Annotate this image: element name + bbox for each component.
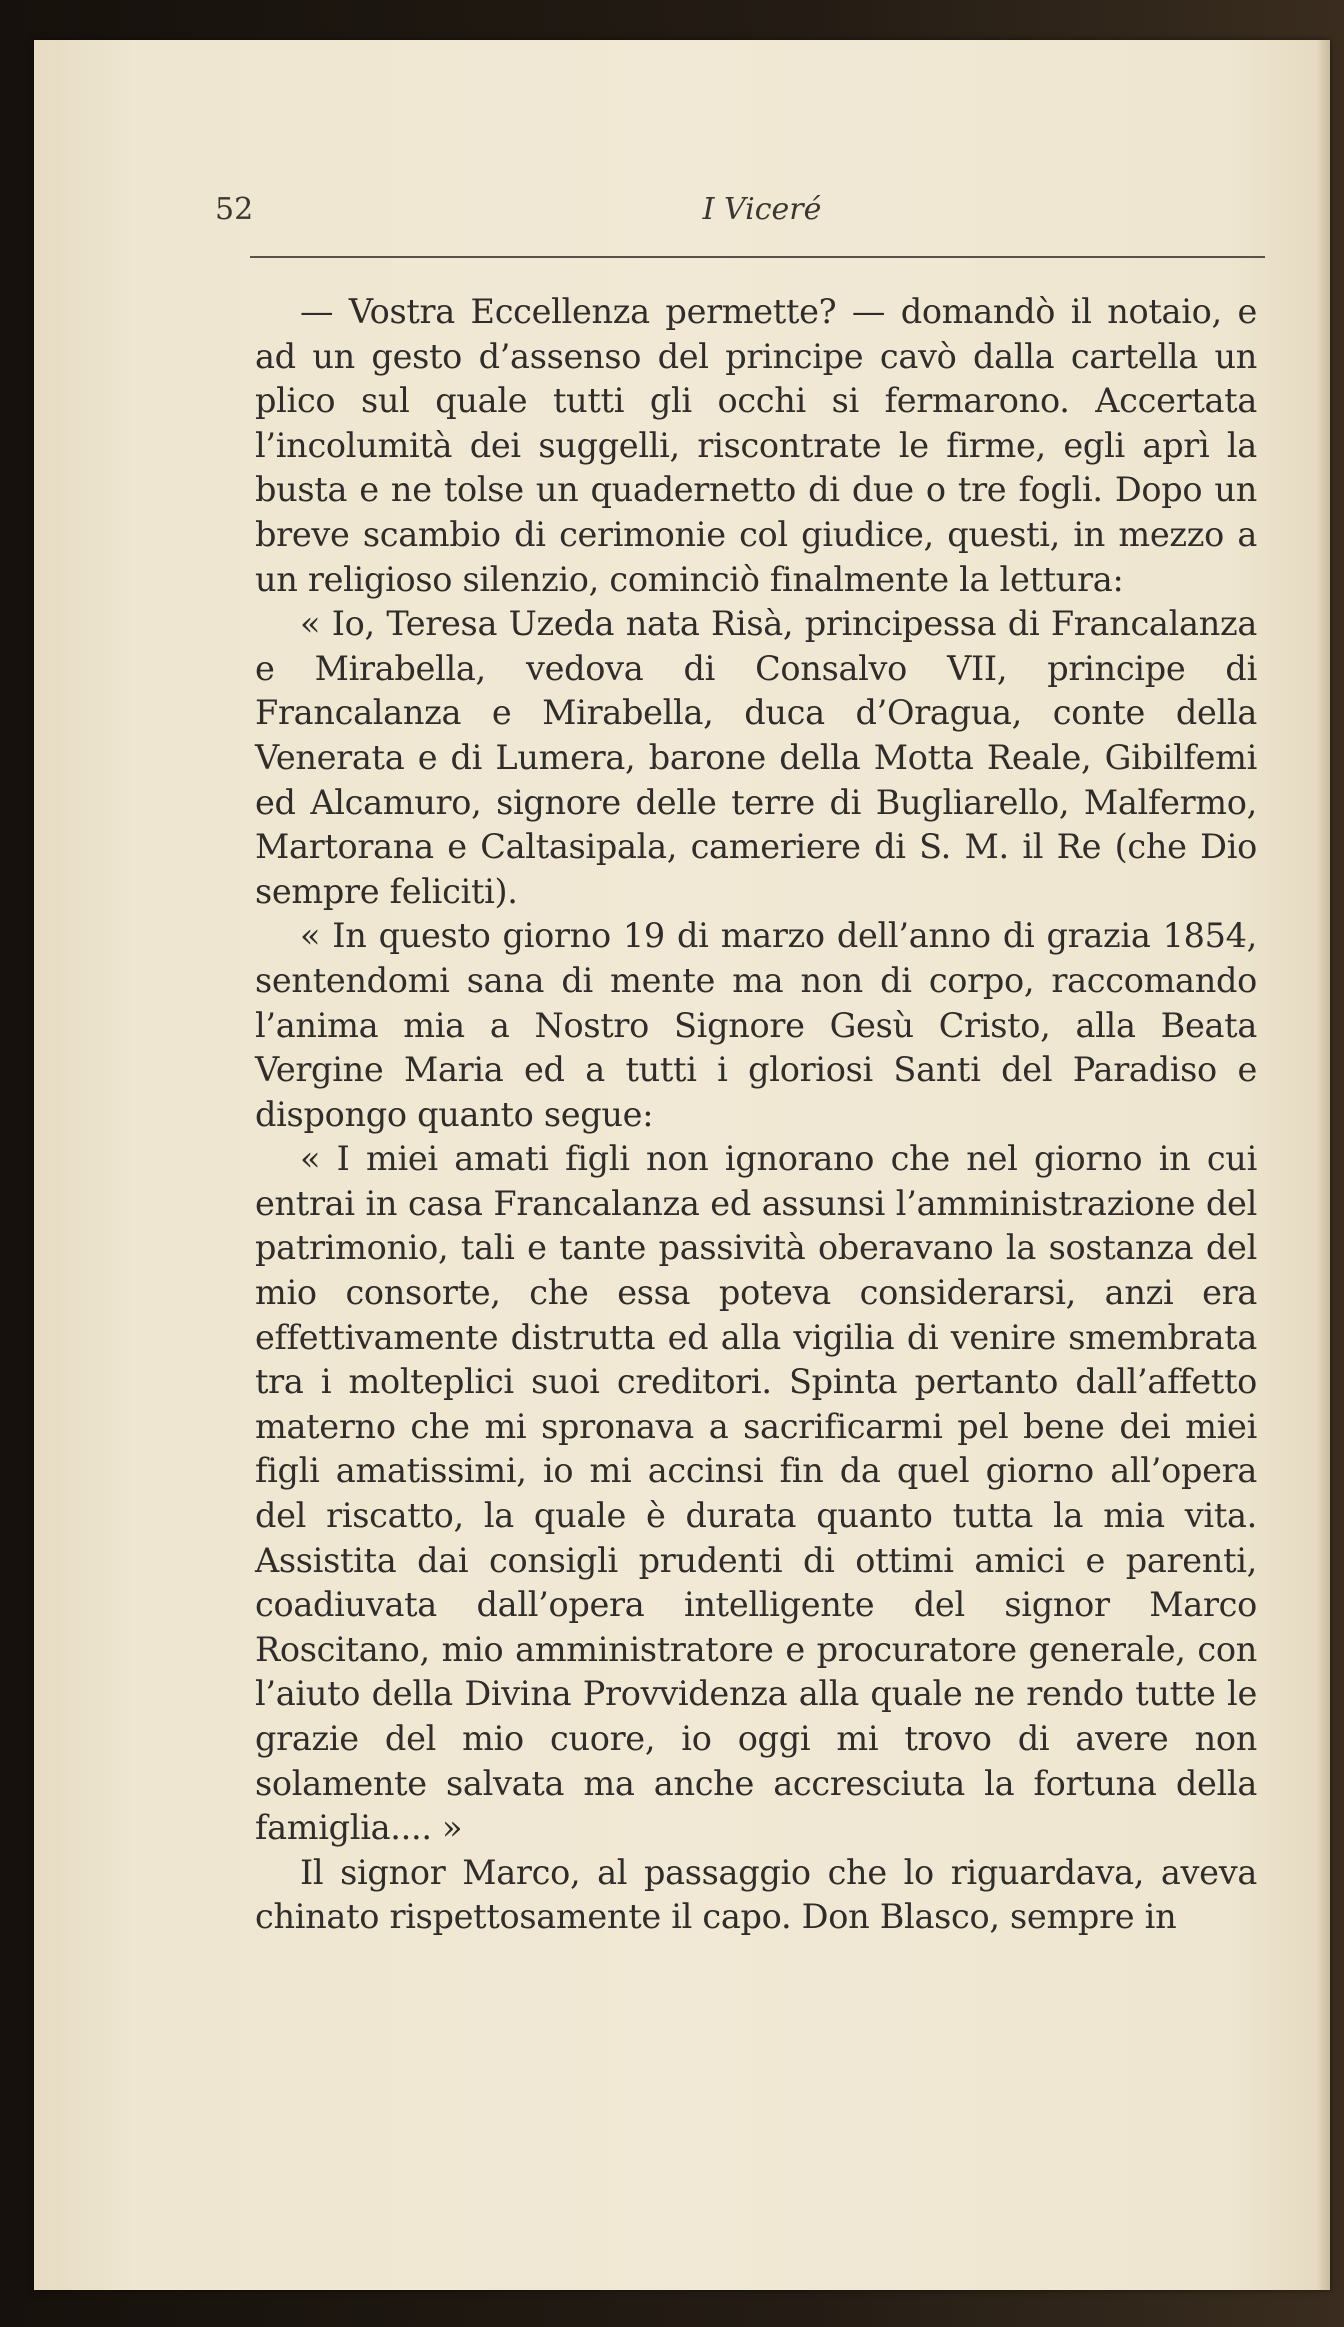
running-title: I Viceré [702, 192, 822, 227]
paragraph: — Vostra Eccellenza permette? — domandò il notaio, e ad un gesto d’assenso del principe cavò dalla cartella un plico sul quale tutti gli occhi si fermarono. Accertata l’incolumità dei suggelli, riscontrate le firme, egli aprì la busta e ne tolse un quadernetto di due o tre fogli. Dopo un breve scambio di cerimonie col giudice, questi, in mezzo a un religioso silenzio, cominciò finalmente la lettura: [255, 292, 1257, 599]
page-header [215, 192, 1269, 232]
paragraph: Il signor Marco, al passaggio che lo riguardava, aveva chinato rispettosamente il capo. Don Blasco, sempre in [255, 1852, 1257, 1937]
page-number: 52 [215, 192, 254, 227]
page-edge-shadow [1316, 40, 1330, 2290]
body-text [255, 290, 1257, 1940]
paragraph: « In questo giorno 19 di marzo dell’anno di grazia 1854, sentendomi sana di mente ma non di corpo, raccomando l’anima mia a Nostro Signore Gesù Cristo, alla Beata Vergine Maria ed a tutti i gloriosi Santi del Paradiso e dispongo quanto segue: [255, 916, 1257, 1134]
paragraph: « Io, Teresa Uzeda nata Risà, principessa di Francalanza e Mirabella, vedova di Consalvo VII, principe di Francalanza e Mirabella, duca d’Oragua, conte della Venerata e di Lumera, barone della Motta Reale, Gibilfemi ed Alcamuro, signore delle terre di Bugliarello, Malfermo, Martorana e Caltasipala, cameriere di S. M. il Re (che Dio sempre feliciti). [255, 604, 1257, 911]
header-rule [250, 256, 1265, 258]
paragraph: « I miei amati figli non ignorano che nel giorno in cui entrai in casa Francalanza ed assunsi l’amministrazione del patrimonio, tali e tante passività oberavano la sostanza del mio consorte, che essa poteva considerarsi, anzi era effettivamente distrutta ed alla vigilia di venire smembrata tra i molteplici suoi creditori. Spinta pertanto dall’affetto materno che mi spronava a sacrificarmi pel bene dei miei figli amatissimi, io mi accinsi fin da quel giorno all’opera del riscatto, la quale è durata quanto tutta la mia vita. Assistita dai consigli prudenti di ottimi amici e parenti, coadiuvata dall’opera intelligente del signor Marco Roscitano, mio amministratore e procuratore generale, con l’aiuto della Divina Provvidenza alla quale ne rendo tutte le grazie del mio cuore, io oggi mi trovo di avere non solamente salvata ma anche accresciuta la fortuna della famiglia.... » [255, 1139, 1257, 1848]
